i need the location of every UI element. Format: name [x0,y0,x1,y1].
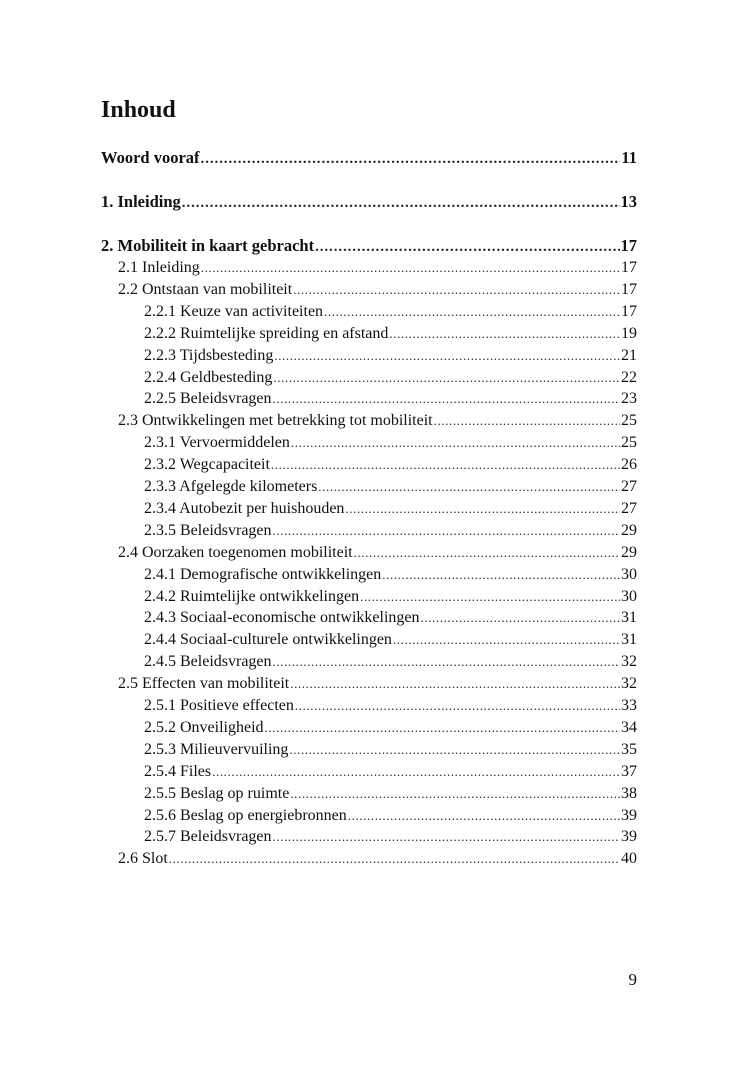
dot-leader [420,607,620,629]
toc-entry-page: 29 [621,543,637,561]
toc-entry-page: 32 [621,653,637,671]
toc-entry-label: 2.4.1 Demografische ontwikkelingen [144,565,382,583]
toc-entry [144,651,637,673]
dot-leader [434,410,620,432]
toc-entry-label: 2.5.5 Beslag op ruimte [144,784,290,802]
toc-entry-page: 31 [621,609,637,627]
toc-entry-label: 2.3.1 Vervoermiddelen [144,434,290,452]
toc-entry [144,367,637,389]
toc-entry-page: 32 [621,675,637,693]
toc-entry-page: 23 [621,390,637,408]
toc-entry [144,388,637,410]
dot-leader [212,761,620,783]
toc-entry-page: 38 [621,784,637,802]
dot-leader [393,629,620,651]
toc-entry [144,826,637,848]
toc-entry-label: 2.5 Effecten van mobiliteit [118,675,290,693]
toc-entry [144,629,637,651]
toc-entry-label: 2.5.1 Positieve effecten [144,697,294,714]
dot-leader [348,805,620,827]
dot-leader [271,454,620,476]
dot-leader [182,192,620,214]
toc-entry-label: 2.3.3 Afgelegde kilometers [144,478,318,495]
toc-entry-label: 2.3.4 Autobezit per huishouden [144,499,345,517]
dot-leader [291,432,620,454]
dot-leader [290,783,620,805]
toc-entry-page: 29 [621,521,637,539]
toc-entry-label: 2.2.2 Ruimtelijke spreiding en afstand [144,324,389,342]
dot-leader [295,695,620,717]
dot-leader [201,148,621,170]
toc-entry-page: 39 [621,828,637,846]
dot-leader [382,564,620,586]
dot-leader [274,345,620,367]
dot-leader [315,236,619,258]
dot-leader [201,257,620,279]
toc-entry [144,607,637,629]
toc-entry-page: 34 [621,718,637,736]
toc-entry [144,717,637,739]
dot-leader [273,388,620,410]
toc-entry [144,805,637,827]
toc-entry [101,147,637,169]
toc-entry [101,191,637,213]
toc-entry-page: 35 [621,740,637,758]
dot-leader [273,826,620,848]
toc-entry-label: 2.2 Ontstaan van mobiliteit [118,280,293,298]
toc-entry-page: 37 [621,762,637,780]
toc-entry-page: 19 [621,324,637,342]
toc-entry-label: 2.2.4 Geldbesteding [144,368,273,386]
toc-entry-page: 33 [621,697,637,714]
dot-leader [273,520,620,542]
toc-entry-label: 2.3 Ontwikkelingen met betrekking tot mobiliteit [118,412,433,430]
toc-entry-page: 17 [621,280,637,298]
toc-entry-page: 22 [621,368,637,386]
toc-entry [144,564,637,586]
dot-leader [318,476,620,498]
toc-entry [144,454,637,476]
toc-entry-page: 25 [621,412,637,430]
toc-entry-label: 2.5.6 Beslag op energiebronnen [144,806,347,824]
toc-entry [144,520,637,542]
toc-entry [144,498,637,520]
toc-entry [144,739,637,761]
dot-leader [265,717,620,739]
toc-entry-page: 31 [621,631,637,649]
toc-entry-page: 17 [621,302,637,320]
dot-leader [273,367,620,389]
toc-entry-page: 21 [621,346,637,364]
toc-entry [118,542,637,564]
dot-leader [273,651,620,673]
toc-entry-page: 30 [621,565,637,583]
dot-leader [360,586,620,608]
page-number: 9 [628,970,637,989]
toc-entry-page: 39 [621,806,637,824]
toc-entry-label: 2.4.3 Sociaal-economische ontwikkelingen [144,609,420,627]
toc-entry [144,783,637,805]
dot-leader [290,673,620,695]
toc-entry-label: 2.4 Oorzaken toegenomen mobiliteit [118,543,353,561]
toc-entry [101,235,637,257]
toc-entry [144,301,637,323]
toc-entry-label: 2.3.5 Beleidsvragen [144,521,272,539]
toc-entry-label: 2.3.2 Wegcapaciteit [144,456,270,474]
toc-entry [118,279,637,301]
toc-entry [118,848,637,870]
toc-entry-label: 2.5.2 Onveiligheid [144,718,264,736]
toc-entry [144,432,637,454]
toc-entry-label: 2.5.7 Beleidsvragen [144,828,272,846]
toc-entry-label: 2.4.2 Ruimtelijke ontwikkelingen [144,587,360,605]
toc-entry [144,476,637,498]
dot-leader [354,542,620,564]
toc-entry-label: 2.5.3 Milieuvervuiling [144,740,289,758]
toc-entry-label: 2.4.5 Beleidsvragen [144,653,272,671]
toc-entry-label: 2.4.4 Sociaal-culturele ontwikkelingen [144,631,392,649]
toc-entry-page: 13 [620,192,637,211]
toc-entry-page: 17 [620,236,637,255]
toc-entry-label: 2.2.5 Beleidsvragen [144,390,272,408]
toc-entry-page: 30 [621,587,637,605]
toc-entry [118,673,637,695]
toc-entry-label: Woord vooraf [101,148,200,167]
toc-entry-page: 17 [621,259,637,276]
page-title: Inhoud [101,97,176,123]
toc-entry-label: 2.1 Inleiding [118,259,200,276]
dot-leader [345,498,620,520]
toc-entry-page: 26 [621,456,637,474]
toc-entry-label: 2.6 Slot [118,850,168,868]
dot-leader [293,279,620,301]
toc-entry-label: 1. Inleiding [101,192,181,211]
toc-entry [118,257,637,279]
dot-leader [389,323,620,345]
dot-leader [169,848,620,870]
toc-entry-page: 27 [621,499,637,517]
toc-entry-label: 2.2.1 Keuze van activiteiten [144,302,324,320]
toc-entry [144,695,637,717]
toc-entry-page: 40 [621,850,637,868]
dot-leader [324,301,620,323]
toc-entry-label: 2. Mobiliteit in kaart gebracht [101,236,315,255]
dot-leader [289,739,620,761]
toc-entry-page: 11 [621,148,637,167]
toc-entry-label: 2.5.4 Files [144,762,212,780]
toc-entry-page: 25 [621,434,637,452]
toc-entry [144,323,637,345]
toc-entry [144,345,637,367]
toc-entry-page: 27 [621,478,637,495]
toc-entry [118,410,637,432]
toc-entry [144,761,637,783]
toc-entry-label: 2.2.3 Tijdsbesteding [144,346,274,364]
toc-entry [144,586,637,608]
